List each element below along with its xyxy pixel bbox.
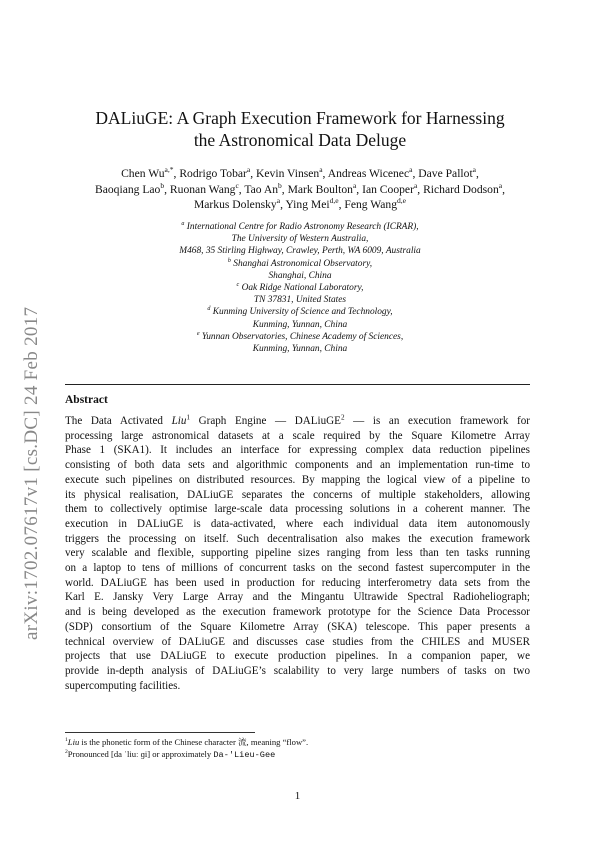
affiliation-line: The University of Western Australia, — [231, 234, 369, 245]
abstract-line: consisting of both data sets and algorithmic components and an implementation run-time to — [65, 459, 530, 472]
affiliations — [60, 221, 540, 355]
affiliation-line: $^b$ Shanghai Astronomical Observatory, — [227, 257, 373, 269]
title-line: DALiuGE: A Graph Execution Framework for Harnessing — [95, 108, 505, 128]
page-number: 1 — [294, 790, 301, 802]
affiliation-line: TN 37831, United States — [253, 295, 347, 306]
abstract-line: The Data Activated Liu$^1$ Graph Engine — DALiuGE$^2$ — is an execution framework for — [65, 413, 530, 427]
affiliation-line: Kunming, Yunnan, China — [252, 344, 348, 355]
affiliation-line: $^d$ Kunming University of Science and Technology, — [207, 306, 393, 318]
abstract-line: triggers the processing on itself. Such decentralisation also makes the execution framework — [65, 532, 530, 545]
author-line: Baoqiang Lao$^b$, Ruonan Wang$^c$, Tao An$^b$, Mark Boulton$^a$, Ian Cooper$^a$, Richard Dodson$^a$, — [95, 180, 505, 196]
affiliation-line: M468, 35 Stirling Highway, Crawley, Perth, WA 6009, Australia — [179, 246, 421, 257]
arxiv-identifier: arXiv:1702.07617v1 [cs.DC] 24 Feb 2017 — [21, 306, 42, 640]
abstract-line: supercomputing facilities. — [65, 679, 181, 692]
abstract-line: execution in DALiuGE is data-activated, where each individual data item autonomously — [65, 517, 530, 530]
abstract-line: and is being developed as the execution framework prototype for the Science Data Processor — [65, 606, 530, 619]
footnotes — [65, 736, 308, 761]
footnote-2: $^2$Pronounced [da ˈliuː ɡi] or approximately Da-'Lieu-Gee — [65, 749, 276, 760]
abstract-rule — [65, 384, 530, 385]
affiliation-line: Shanghai, China — [268, 270, 332, 281]
affiliation-line: $^c$ Oak Ridge National Laboratory, — [236, 281, 364, 294]
abstract-line: very scalable and flexible, supporting pipeline sizes ranging from less than ten tasks running — [65, 547, 530, 560]
footnote-1: $^1$Liu is the phonetic form of the Chinese character 流, meaning “flow”. — [65, 737, 309, 747]
abstract-line: technical overview of DALiuGE and discusses case studies from the CHILES and MUSER — [65, 635, 530, 648]
footnote-rule — [65, 732, 255, 733]
affiliation-line: $^e$ Yunnan Observatories, Chinese Academy of Sciences, — [196, 330, 404, 342]
abstract-line: projects that use DALiuGE to execute production pipelines. In a companion paper, we — [65, 650, 530, 663]
abstract-line: processing large astronomical datasets at a scale required by the Square Kilometre Array — [65, 429, 530, 442]
abstract-line: its physical realisation, DALiuGE separates the concerns of multiple stakeholders, allowing — [65, 488, 530, 501]
abstract-line: execute such pipelines on distributed resources. By mapping the logical view of a pipeline to — [65, 473, 530, 486]
abstract-line: Karl E. Jansky Very Large Array and the Mingantu Ultrawide Spectral Radioheliograph; — [65, 591, 530, 604]
affiliation-line: Kunming, Yunnan, China — [252, 319, 348, 330]
abstract-line: on a laptop to tens of millions of concurrent tasks on the second fastest supercomputer in the — [65, 562, 530, 575]
abstract-line: provide in-depth analysis of DALiuGE’s scalability to very large numbers of tasks on two — [65, 664, 530, 677]
author-line: Chen $Wu^{a,*}$, Rodrigo Tobar$^a$, Kevin Vinsen$^a$, Andreas Wicenec$^a$, Dave Pallot$^a$, — [121, 165, 479, 180]
abstract-body — [65, 414, 530, 693]
author-line: Markus Dolensky$^a$, Ying Mei$^{d,e}$, Feng Wang$^{d,e}$ — [193, 196, 407, 211]
paper-title — [70, 107, 530, 151]
abstract-line: Phase 1 (SKA1). It includes an interface for expressing complex data reduction pipelines — [65, 444, 530, 457]
abstract-line: (SDP) consortium of the Square Kilometre Array (SKA) telescope. This paper presents a — [65, 620, 530, 633]
author-list — [55, 166, 545, 213]
affiliation-line: $^a$ International Centre for Radio Astronomy Research (ICRAR), — [181, 220, 419, 232]
abstract-heading: Abstract — [65, 394, 108, 406]
abstract-line: world. DALiuGE has been used in production for reducing interferometry data sets from the — [65, 576, 530, 589]
abstract-line: them to collectively optimise large-scale data processing solutions in a coherent manner. The — [65, 503, 530, 516]
title-line: the Astronomical Data Deluge — [193, 130, 407, 150]
